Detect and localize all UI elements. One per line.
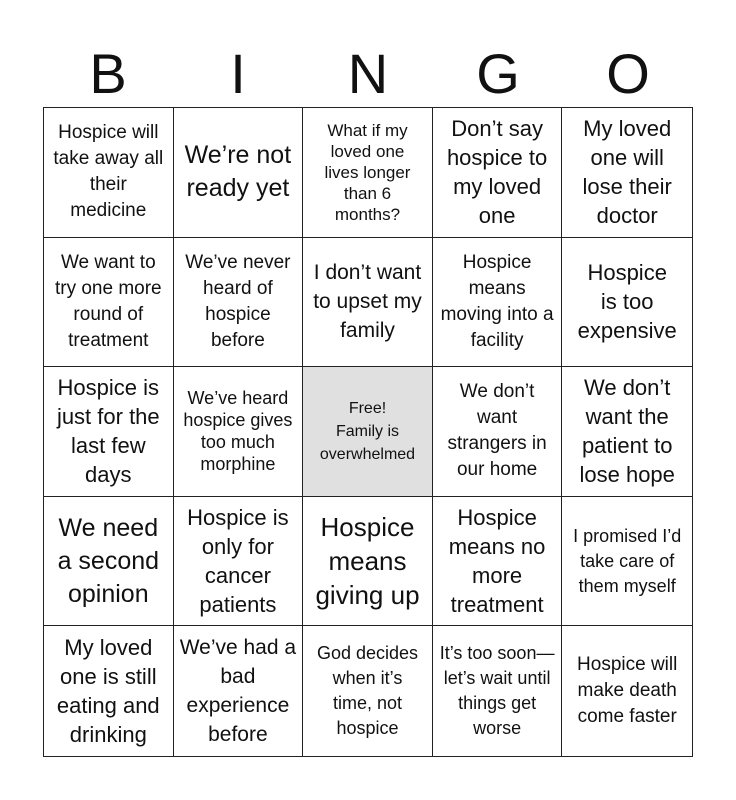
bingo-cell[interactable] <box>44 238 174 368</box>
cell-text: We don’t want the patient to lose hope <box>579 375 675 488</box>
bingo-cell[interactable] <box>44 367 174 497</box>
cell-text: My loved one is still eating and drinking <box>56 635 160 748</box>
cell-text: Hospice means moving into a facility <box>440 251 554 351</box>
bingo-cell[interactable] <box>303 238 433 368</box>
bingo-cell[interactable] <box>562 626 692 756</box>
cell-text: I don’t want to upset my family <box>313 261 422 343</box>
cell-text: We’re not ready yet <box>184 141 292 203</box>
bingo-cell[interactable] <box>303 626 433 756</box>
bingo-cell[interactable] <box>562 497 692 627</box>
cell-text: What if my loved one lives longer than 6 months? <box>324 120 411 224</box>
header-letter-g: G <box>476 42 520 105</box>
bingo-cell[interactable] <box>303 497 433 627</box>
header-letter-n: N <box>347 42 389 105</box>
bingo-cell[interactable] <box>303 108 433 238</box>
cell-text: My loved one will lose their doctor <box>582 116 672 229</box>
bingo-cell[interactable] <box>562 238 692 368</box>
free-space-text: Free! Family is overwhelmed <box>319 399 416 463</box>
cell-text: Hospice means giving up <box>315 512 420 611</box>
cell-text: We need a second opinion <box>57 513 160 608</box>
cell-text: Hospice is too expensive <box>577 260 677 344</box>
bingo-cell[interactable] <box>44 626 174 756</box>
bingo-cell[interactable] <box>433 497 563 627</box>
header-letter-i: I <box>230 42 246 105</box>
cell-text: We’ve had a bad experience before <box>179 636 297 747</box>
cell-text: Hospice is just for the last few days <box>56 375 160 488</box>
bingo-cell[interactable] <box>174 108 304 238</box>
bingo-cell[interactable] <box>433 367 563 497</box>
bingo-cell[interactable] <box>562 367 692 497</box>
bingo-cell[interactable] <box>44 497 174 627</box>
bingo-cell[interactable] <box>44 108 174 238</box>
bingo-cell[interactable] <box>174 367 304 497</box>
bingo-cell[interactable] <box>174 497 304 627</box>
cell-text: We’ve never heard of hospice before <box>185 251 291 351</box>
cell-text: God decides when it’s time, not hospice <box>316 643 419 739</box>
cell-text: Hospice will make death come faster <box>577 654 678 728</box>
bingo-cell[interactable] <box>174 238 304 368</box>
bingo-cell[interactable] <box>174 626 304 756</box>
bingo-card-grid <box>43 107 693 757</box>
cell-text: It’s too soon—let’s wait until things get worse <box>439 643 555 739</box>
cell-text: I promised I’d take care of them myself <box>573 525 682 596</box>
cell-text: Hospice will take away all their medicine <box>53 122 164 222</box>
free-space-cell[interactable] <box>303 367 433 497</box>
bingo-cell[interactable] <box>562 108 692 238</box>
header-letter-o: O <box>606 42 650 105</box>
bingo-header <box>43 44 693 104</box>
bingo-cell[interactable] <box>433 626 563 756</box>
cell-text: Hospice means no more treatment <box>448 505 546 618</box>
cell-text: Hospice is only for cancer patients <box>187 505 289 618</box>
cell-text: Don’t say hospice to my loved one <box>446 116 548 229</box>
cell-text: We want to try one more round of treatment <box>54 251 162 351</box>
cell-text: We don’t want strangers in our home <box>447 381 547 481</box>
bingo-cell[interactable] <box>433 108 563 238</box>
bingo-cell[interactable] <box>433 238 563 368</box>
cell-text: We’ve heard hospice gives too much morphine <box>183 388 293 475</box>
header-letter-b: B <box>89 42 127 105</box>
